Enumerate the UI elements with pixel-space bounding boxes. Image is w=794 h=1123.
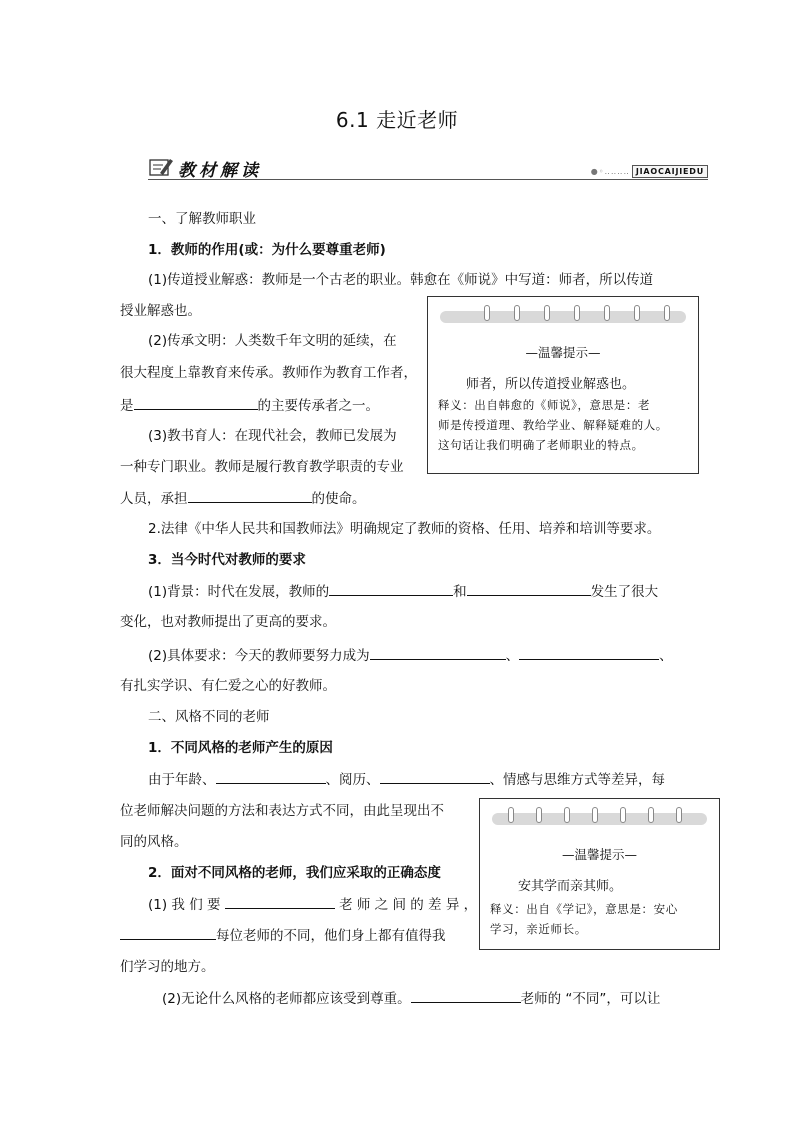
ring-hook-icon (574, 305, 580, 321)
ring-hook-icon (664, 305, 670, 321)
text: 老师的 “不同”，可以让 (520, 991, 661, 1007)
tip-heading: —温馨提示— (561, 847, 637, 862)
subheading-2-1: 1．不同风格的老师产生的原因 (148, 740, 333, 756)
paragraph-3-line-3 (120, 489, 366, 508)
fill-blank[interactable] (411, 989, 521, 1003)
tip-note-line-1: 释义：出自《学记》，意思是：安心 (490, 902, 678, 916)
paragraph-1-line-2: 授业解惑也。 (120, 303, 201, 319)
text: 人员，承担 (120, 491, 188, 507)
text: 由于年龄、 (148, 772, 216, 788)
ring-hook-icon (536, 807, 542, 823)
fill-blank[interactable] (329, 582, 453, 596)
dots-icon: ●◦‥‥‥‥ (590, 166, 630, 176)
ring-hook-icon (604, 305, 610, 321)
attitude-line-3: 们学习的地方。 (120, 959, 215, 975)
section-banner (148, 156, 708, 182)
fill-blank[interactable] (370, 646, 506, 660)
fill-blank[interactable] (120, 926, 216, 940)
attitude-line-4 (162, 989, 660, 1008)
ring-hook-icon (634, 305, 640, 321)
text: (2)具体要求：今天的教师要努力成为 (148, 648, 370, 664)
tip-quote: 师者，所以传道授业解惑也。 (466, 377, 636, 392)
paragraph-3-line-1: (3)教书育人：在现代社会，教师已发展为 (148, 428, 397, 444)
cause-line-3: 同的风格。 (120, 834, 188, 850)
tip-heading: —温馨提示— (525, 345, 601, 360)
requirement-line-2: 有扎实学识、有仁爱之心的好教师。 (120, 678, 336, 694)
fill-blank[interactable] (225, 895, 335, 909)
fill-blank[interactable] (216, 770, 326, 784)
banner-label: 教材解读 (178, 161, 262, 181)
text: 、情感与思维方式等差异，每 (489, 772, 665, 788)
text: (1)背景：时代在发展，教师的 (148, 584, 330, 600)
tip-note-line-3: 这句话让我们明确了老师职业的特点。 (438, 438, 644, 452)
attitude-line-2 (120, 926, 446, 945)
text: 、 (505, 648, 520, 664)
ring-hook-icon (620, 807, 626, 823)
text: 、阅历、 (325, 772, 380, 788)
fill-blank[interactable] (519, 646, 659, 660)
text: 发生了很大 (590, 584, 659, 600)
ring-hook-icon (648, 807, 654, 823)
tip-note-line-2: 师是传授道理、教给学业、解释疑难的人。 (438, 418, 668, 432)
subheading-1-3: 3．当今时代对教师的要求 (148, 552, 306, 568)
text: 和 (453, 584, 467, 600)
ring-hook-icon (544, 305, 550, 321)
background-line-1 (148, 582, 658, 601)
text: 的使命。 (311, 491, 366, 507)
text: 2.法律《中华人民共和国教师法》明确规定了教师的资格、任用、培养和培训等要求。 (148, 521, 661, 537)
paragraph-2-line-1: (2)传承文明：人类数千年文明的延续，在 (148, 333, 397, 349)
banner-code: JIAOCAIJIEDU (632, 165, 708, 178)
tip-quote: 安其学而亲其师。 (518, 879, 623, 894)
tip-note-line-2: 学习，亲近师长。 (490, 922, 587, 936)
text: 的主要传承者之一。 (257, 398, 379, 414)
text: (2)无论什么风格的老师都应该受到尊重。 (162, 991, 411, 1007)
fill-blank[interactable] (380, 770, 490, 784)
ring-hook-icon (592, 807, 598, 823)
text: 是 (120, 398, 134, 414)
ring-hook-icon (508, 807, 514, 823)
heading-section-2: 二、风格不同的老师 (148, 709, 270, 725)
law-line (148, 520, 660, 538)
heading-section-1: 一、了解教师职业 (148, 211, 256, 227)
tip-note-line-1: 释义：出自韩愈的《师说》，意思是：老 (438, 398, 651, 412)
text: (1) 我 们 要 (148, 897, 221, 913)
paragraph-3-line-2: 一种专门职业。教师是履行教育教学职责的专业 (120, 459, 404, 475)
banner-rule (148, 179, 708, 180)
ring-hook-icon (514, 305, 520, 321)
paragraph-1-line-1: (1)传道授业解惑：教师是一个古老的职业。韩愈在《师说》中写道：师者，所以传道 (148, 272, 654, 288)
background-line-2: 变化，也对教师提出了更高的要求。 (120, 614, 336, 630)
ring-hook-icon (676, 807, 682, 823)
binder-ring (492, 813, 707, 825)
fill-blank[interactable] (467, 582, 591, 596)
ring-hook-icon (484, 305, 490, 321)
page-title: 6.1 走近老师 (335, 108, 459, 132)
text: 老 师 之 间 的 差 异 ， (339, 897, 478, 913)
attitude-line-1 (148, 895, 477, 914)
fill-blank[interactable] (134, 396, 258, 410)
text: 每位老师的不同，他们身上都有值得我 (216, 928, 446, 944)
ring-hook-icon (564, 807, 570, 823)
paragraph-2-line-2: 很大程度上靠教育来传承。教师作为教育工作者， (120, 365, 417, 381)
cause-line-2: 位老师解决问题的方法和表达方式不同，由此呈现出不 (120, 803, 444, 819)
tip-box-1 (427, 296, 699, 474)
requirement-line-1 (148, 646, 673, 665)
subheading-2-2: 2．面对不同风格的老师，我们应采取的正确态度 (148, 865, 441, 881)
text: 、 (659, 648, 673, 664)
tip-box-2 (479, 798, 720, 950)
banner-tail (591, 164, 708, 178)
paragraph-2-line-3 (120, 396, 379, 415)
cause-line-1 (148, 770, 665, 789)
pencil-note-icon (148, 156, 174, 178)
binder-ring (440, 311, 686, 323)
fill-blank[interactable] (188, 489, 312, 503)
subheading-1-1: 1．教师的作用(或：为什么要尊重老师) (148, 242, 386, 258)
